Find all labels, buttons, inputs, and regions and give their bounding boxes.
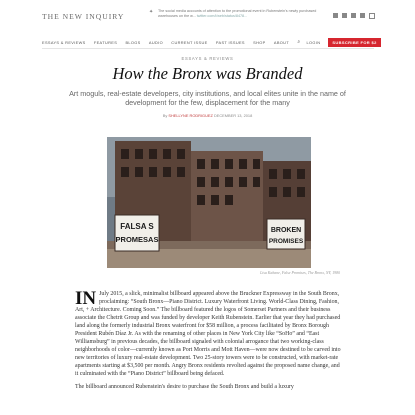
article-subtitle: Art moguls, real-estate developers, city institutions, and local elites unite in the name of development for the few, displacement for the many (69, 89, 346, 108)
publish-date: DECEMBER 13, 2018 (213, 113, 253, 118)
sign-falsas: FALSA S (120, 222, 154, 231)
sign-promesas: PROMESAS (115, 235, 159, 244)
drop-cap: IN (75, 288, 97, 309)
article-category[interactable]: ESSAYS & REVIEWS (181, 56, 234, 61)
login-link[interactable]: LOGIN (306, 39, 321, 45)
nav-divider (42, 48, 374, 49)
twitter-bird-icon: ✦ (149, 9, 154, 15)
rss-icon[interactable] (369, 13, 375, 19)
tweet-text: The social media accounts of attention to the promotional event in Rubenstein's newly purchased warehouses on the w... (158, 9, 317, 19)
social-icons (333, 13, 375, 19)
search-icon[interactable]: ⌕ (297, 39, 301, 45)
site-logo[interactable]: THE NEW INQUIRY (42, 12, 125, 21)
subscribe-button[interactable]: SUBSCRIBE FOR $2 (328, 38, 380, 47)
author-link[interactable]: SHELLYNE RODRIGUEZ (168, 113, 213, 118)
nav-item-shop[interactable]: SHOP (253, 39, 266, 45)
tweet-link[interactable]: twitter.com/i/web/status/8478... (196, 14, 248, 19)
google-plus-icon[interactable] (342, 13, 347, 18)
nav-item-essays[interactable]: ESSAYS & REVIEWS (42, 39, 86, 45)
paragraph-1 (75, 290, 341, 379)
sign-broken: BROKEN (270, 227, 302, 234)
nav-item-blogs[interactable]: BLOGS (125, 39, 141, 45)
top-bar (0, 0, 415, 30)
twitter-icon[interactable] (351, 13, 356, 18)
nav-item-about[interactable]: ABOUT (273, 39, 290, 45)
paragraph-1-text: July 2015, a slick, minimalist billboard appeared above the Bruckner Expressway in the South Bronx, proclaiming: “South Bronx—Piano District. Luxury Waterfront Living. World-Class Dining, Fashion, Art, + Architecture. Coming Soon.” The billboard featured the logos of Somerset Partners and their business associate the Chetrit Group and was funded by developer Keith Rubenstein. Earlier that year they had purchased land along the formerly industrial Bronx waterfront for $58 million, a process facilitated by Bronx Borough President Rubén Díaz Jr. As with the renaming of other places in New York City like “SoHo” and “East Williamsburg” in previous decades, the billboard signaled with colonial arrogance that two working-class neighborhoods of color—currently known as Port Morris and Mott Haven—were now destined to be carved into new territories of luxury real-estate development. Two 25-story towers were to be constructed, with market-rate apartments starting at $3,500 per month. Angry Bronx residents revolted against the proposed name change, and it culminated with the “Piano District” billboard being defaced. (75, 291, 341, 378)
tweet-ticker (149, 9, 323, 19)
byline-prefix: By (162, 113, 168, 118)
nav-item-past-issues[interactable]: PAST ISSUES (215, 39, 245, 45)
image-caption: Lisa Kahane, False Promises, The Bronx, NY, 1980 (260, 271, 340, 275)
sign-promises: PROMISES (268, 238, 304, 245)
article-body (75, 290, 341, 391)
nav-item-features[interactable]: FEATURES (93, 39, 118, 45)
nav-item-audio[interactable]: AUDIO (148, 39, 163, 45)
facebook-icon[interactable] (333, 13, 338, 18)
nav-item-current-issue[interactable]: CURRENT ISSUE (171, 39, 208, 45)
article-image (107, 137, 311, 268)
tumblr-icon[interactable] (360, 13, 365, 18)
byline (0, 113, 415, 118)
main-nav (42, 38, 377, 46)
paragraph-2: The billboard announced Rubenstein's desire to purchase the South Bronx and build a luxury (75, 383, 294, 390)
article-title: How the Bronx was Branded (112, 64, 303, 83)
